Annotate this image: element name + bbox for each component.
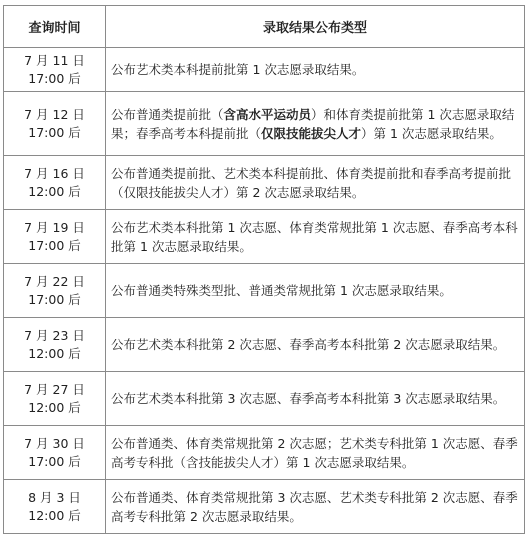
query-date: 7 月 30 日 <box>24 435 85 451</box>
query-time-cell <box>4 318 106 372</box>
result-text: 公布普通类、体育类常规批第 2 次志愿；艺术类专科批第 1 次志愿、春季高考专科批（含技能拔尖人才）第 1 次志愿录取结果。 <box>111 435 518 470</box>
header-result-type: 录取结果公布类型 <box>106 6 525 48</box>
results-schedule-table <box>3 5 525 534</box>
query-hour: 17:00 后 <box>28 70 81 86</box>
table-row <box>4 480 525 534</box>
result-text: ）第 1 次志愿录取结果。 <box>361 125 502 141</box>
table-row <box>4 48 525 92</box>
query-time-cell <box>4 156 106 210</box>
query-hour: 12:00 后 <box>28 399 81 415</box>
table-row <box>4 372 525 426</box>
result-text: 公布艺术类本科批第 3 次志愿、春季高考本科批第 3 次志愿录取结果。 <box>111 391 506 406</box>
query-date: 7 月 12 日 <box>24 106 85 122</box>
result-type-cell <box>106 48 525 92</box>
query-date: 8 月 3 日 <box>28 489 81 505</box>
query-time-cell <box>4 48 106 92</box>
result-type-cell <box>106 210 525 264</box>
query-hour: 17:00 后 <box>28 291 81 307</box>
query-time-cell <box>4 426 106 480</box>
query-date: 7 月 23 日 <box>24 327 85 343</box>
table-row <box>4 210 525 264</box>
result-text-emphasis: 仅限技能拔尖人才 <box>261 125 362 141</box>
result-text-emphasis: 含高水平运动员 <box>223 106 312 122</box>
results-schedule-sheet <box>3 5 524 524</box>
query-hour: 12:00 后 <box>28 345 81 361</box>
result-type-cell <box>106 156 525 210</box>
query-time-cell <box>4 264 106 318</box>
query-date: 7 月 22 日 <box>24 273 85 289</box>
table-row <box>4 156 525 210</box>
result-text: 公布普通类特殊类型批、普通类常规批第 1 次志愿录取结果。 <box>111 283 452 298</box>
result-text: 公布普通类、体育类常规批第 3 次志愿、艺术类专科批第 2 次志愿、春季高考专科批第 2 次志愿录取结果。 <box>111 489 518 524</box>
query-date: 7 月 27 日 <box>24 381 85 397</box>
table-row <box>4 92 525 156</box>
result-type-cell <box>106 264 525 318</box>
query-time-cell <box>4 372 106 426</box>
table-row <box>4 426 525 480</box>
query-time-cell <box>4 92 106 156</box>
table-header-row <box>4 6 525 48</box>
result-text: ）和体育类提前批第 1 次志愿录取结果；春季高考本科提前批（ <box>111 106 515 141</box>
result-text: 公布普通类提前批、艺术类本科提前批、体育类提前批和春季高考提前批（仅限技能拔尖人才）第 2 次志愿录取结果。 <box>111 165 512 200</box>
query-date: 7 月 16 日 <box>24 165 85 181</box>
header-query-time: 查询时间 <box>4 6 106 48</box>
query-date: 7 月 19 日 <box>24 219 85 235</box>
result-text: 公布艺术类本科批第 2 次志愿、春季高考本科批第 2 次志愿录取结果。 <box>111 337 506 352</box>
query-hour: 12:00 后 <box>28 183 81 199</box>
result-type-cell <box>106 92 525 156</box>
table-row <box>4 264 525 318</box>
query-hour: 17:00 后 <box>28 124 81 140</box>
query-date: 7 月 11 日 <box>24 52 85 68</box>
result-type-cell <box>106 372 525 426</box>
result-text: 公布艺术类本科批第 1 次志愿、体育类常规批第 1 次志愿、春季高考本科批第 1 次志愿录取结果。 <box>111 219 518 254</box>
result-text: 公布艺术类本科提前批第 1 次志愿录取结果。 <box>111 62 365 77</box>
result-type-cell <box>106 318 525 372</box>
result-text: 公布普通类提前批（ <box>111 106 224 122</box>
result-type-cell <box>106 480 525 534</box>
result-type-cell <box>106 426 525 480</box>
query-hour: 17:00 后 <box>28 453 81 469</box>
query-hour: 17:00 后 <box>28 237 81 253</box>
query-hour: 12:00 后 <box>28 507 81 523</box>
query-time-cell <box>4 480 106 534</box>
table-row <box>4 318 525 372</box>
query-time-cell <box>4 210 106 264</box>
